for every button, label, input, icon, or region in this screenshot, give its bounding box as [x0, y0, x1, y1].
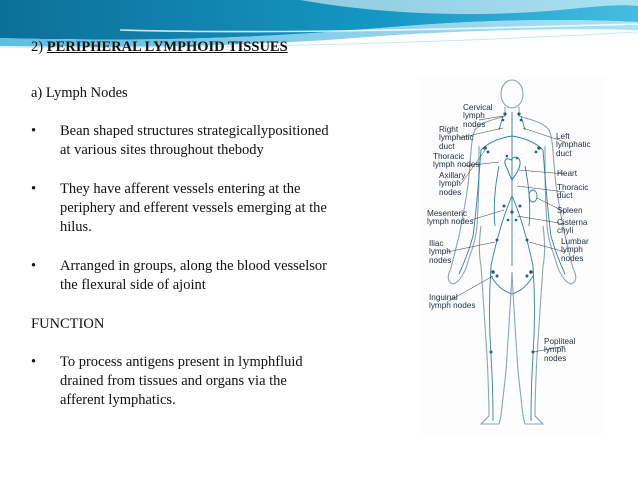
label-right-lymphatic-duct: Right lymphatic duct	[439, 125, 474, 151]
bullet-2-line-1: They have afferent vessels entering at the	[60, 181, 301, 197]
function-line-2: drained from tissues and organs via the	[60, 373, 287, 389]
bullet-1-line-1: Bean shaped structures strategicallypositioned	[60, 123, 329, 139]
label-axillary-nodes: Axillary lymph nodes	[439, 171, 466, 197]
label-iliac-nodes: Iliac lymph nodes	[429, 239, 452, 265]
heading-number: 2)	[31, 39, 44, 55]
bullet-1-line-2: at various sites throughout thebody	[60, 142, 264, 158]
label-leaders	[447, 116, 565, 352]
label-thoracic-duct: Thoracic duct	[557, 183, 589, 201]
label-cervical-nodes: Cervical lymph nodes	[463, 103, 493, 129]
label-left-lymphatic-duct: Left lymphatic duct	[556, 132, 591, 158]
label-mesenteric-nodes: Mesenteric lymph nodes	[427, 209, 474, 227]
label-spleen: Spleen	[557, 206, 583, 215]
function-line-1: To process antigens present in lymphfluid	[60, 354, 303, 370]
label-thoracic-lymph-nodes: Thoracic lymph nodes	[433, 152, 480, 170]
bullet-marker: •	[31, 123, 37, 139]
slide-heading	[31, 39, 288, 56]
lymphatic-system-figure	[419, 76, 605, 434]
heading-title: PERIPHERAL LYMPHOID TISSUES	[46, 39, 288, 55]
bullet-3-line-1: Arranged in groups, along the blood vesselsor	[60, 258, 327, 274]
heart-shape	[505, 157, 520, 180]
subheading: a) Lymph Nodes	[31, 85, 128, 101]
bullet-2-line-2: periphery and efferent vessels emerging at the	[60, 200, 327, 216]
function-heading: FUNCTION	[31, 316, 105, 332]
function-line-3: afferent lymphatics.	[60, 392, 176, 408]
label-cisterna-chyli: Cisterna chyli	[557, 218, 588, 236]
spleen-shape	[529, 190, 537, 202]
label-lumbar-nodes: Lumbar lymph nodes	[561, 237, 589, 263]
bullet-2-line-3: hilus.	[60, 219, 92, 235]
bullet-3-line-2: the flexural side of ajoint	[60, 277, 206, 293]
label-popliteal-nodes: Popliteal lymph nodes	[544, 337, 576, 363]
bullet-marker: •	[31, 258, 37, 274]
label-heart: Heart	[557, 169, 578, 178]
bullet-marker: •	[31, 181, 37, 197]
label-inguinal-nodes: Inguinal lymph nodes	[429, 293, 476, 311]
bullet-marker: •	[31, 354, 37, 370]
